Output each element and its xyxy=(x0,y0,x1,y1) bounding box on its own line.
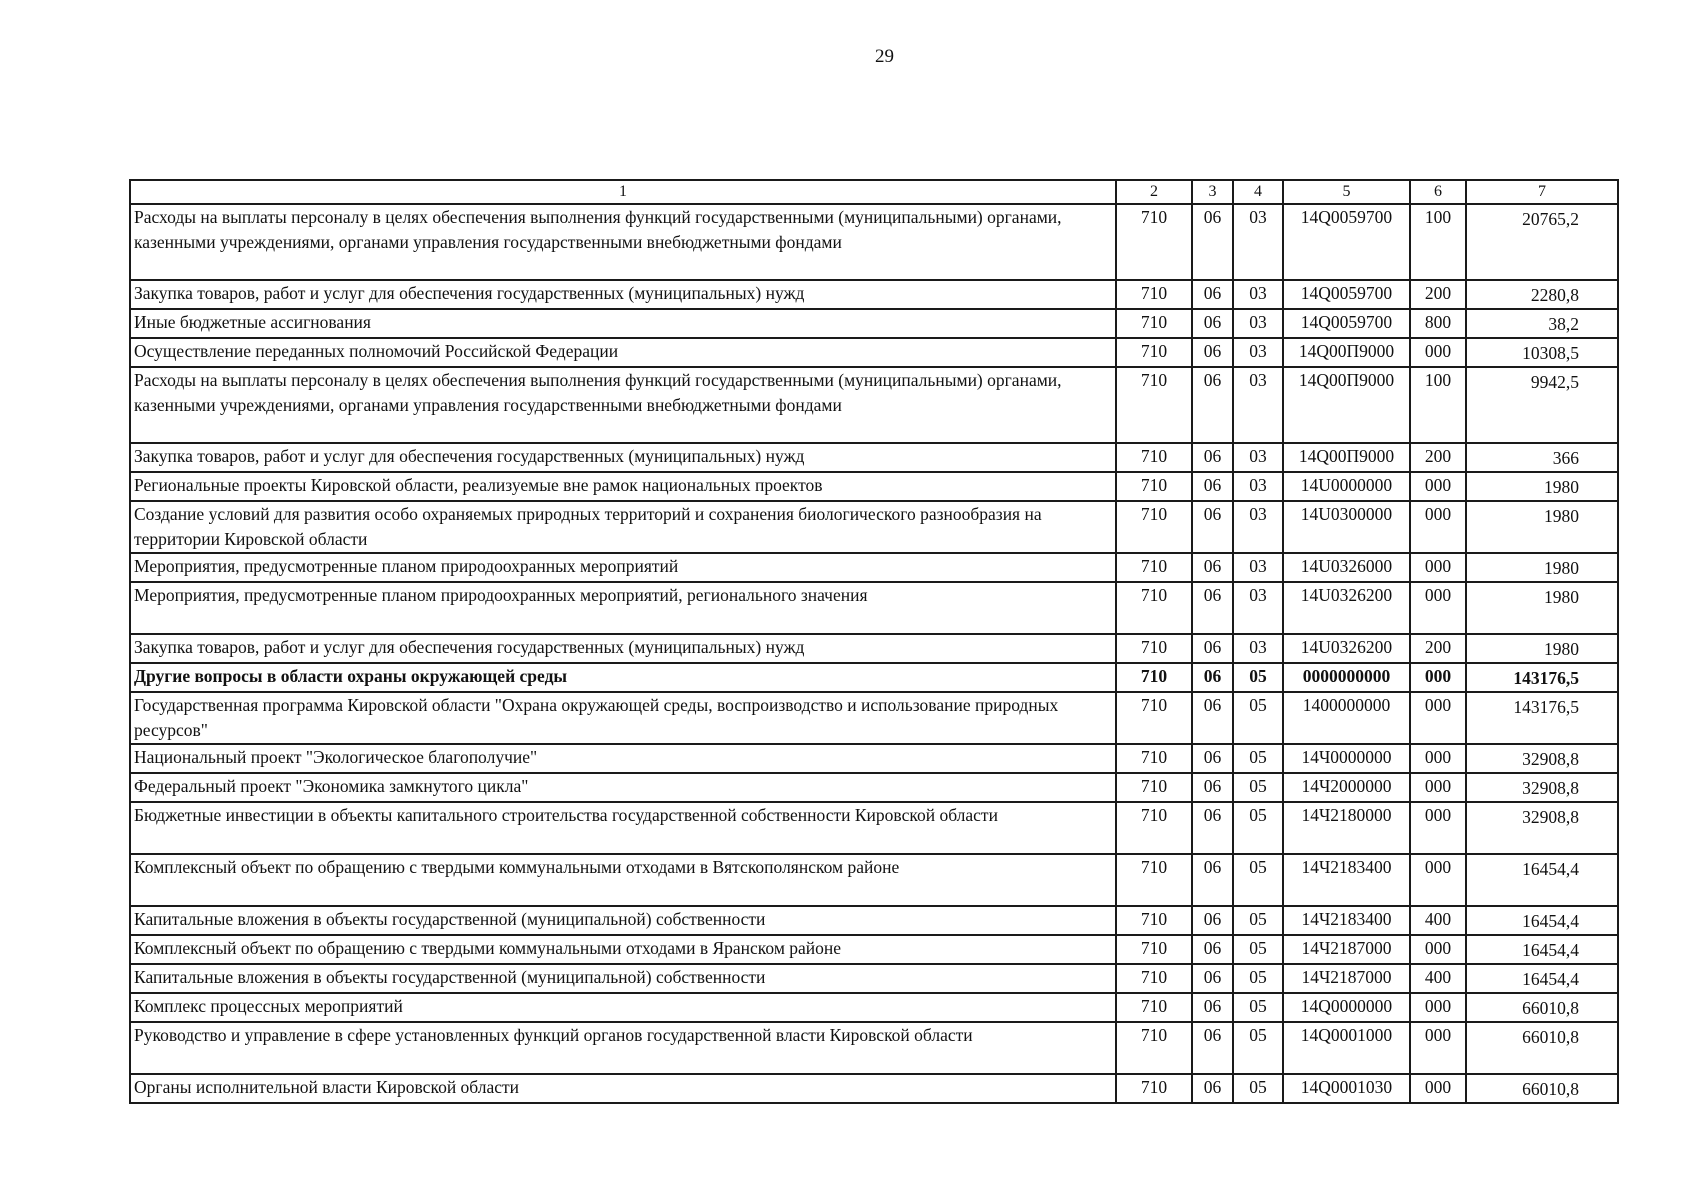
row-expense-type-cell: 100 xyxy=(1410,204,1466,280)
row-name-cell: Другие вопросы в области охраны окружающей среды xyxy=(130,663,1116,692)
row-target-item-cell: 1400000000 xyxy=(1283,692,1410,744)
row-amount-cell: 2280,8 xyxy=(1466,280,1618,309)
row-amount-cell: 366 xyxy=(1466,443,1618,472)
row-amount-cell: 9942,5 xyxy=(1466,367,1618,443)
row-subsection-cell: 05 xyxy=(1233,1074,1283,1103)
row-target-item-cell: 14Ч2183400 xyxy=(1283,906,1410,935)
row-target-item-cell: 14Q00П9000 xyxy=(1283,443,1410,472)
table-row xyxy=(130,280,1618,309)
row-amount-cell: 143176,5 xyxy=(1466,663,1618,692)
row-code-cell: 710 xyxy=(1116,935,1192,964)
row-target-item-cell: 14Ч2187000 xyxy=(1283,935,1410,964)
row-expense-type-cell: 000 xyxy=(1410,1022,1466,1074)
row-section-cell: 06 xyxy=(1192,993,1233,1022)
table-row xyxy=(130,692,1618,744)
row-expense-type-cell: 000 xyxy=(1410,472,1466,501)
row-expense-type-cell: 100 xyxy=(1410,367,1466,443)
table-row xyxy=(130,1022,1618,1074)
row-amount-cell: 16454,4 xyxy=(1466,854,1618,906)
row-code-cell: 710 xyxy=(1116,204,1192,280)
table-row xyxy=(130,773,1618,802)
row-section-cell: 06 xyxy=(1192,692,1233,744)
row-section-cell: 06 xyxy=(1192,338,1233,367)
row-target-item-cell: 14Q00П9000 xyxy=(1283,338,1410,367)
row-subsection-cell: 03 xyxy=(1233,634,1283,663)
row-subsection-cell: 03 xyxy=(1233,309,1283,338)
row-target-item-cell: 14U0326200 xyxy=(1283,582,1410,634)
table-row xyxy=(130,935,1618,964)
row-subsection-cell: 05 xyxy=(1233,692,1283,744)
row-expense-type-cell: 000 xyxy=(1410,993,1466,1022)
row-subsection-cell: 03 xyxy=(1233,338,1283,367)
row-target-item-cell: 14Q0059700 xyxy=(1283,204,1410,280)
row-amount-cell: 16454,4 xyxy=(1466,935,1618,964)
table-row xyxy=(130,472,1618,501)
row-name-cell: Руководство и управление в сфере установленных функций органов государственной власти Кировской области xyxy=(130,1022,1116,1074)
row-section-cell: 06 xyxy=(1192,443,1233,472)
row-name-cell: Расходы на выплаты персоналу в целях обеспечения выполнения функций государственными (муниципальными) органами, казенными учреждениями, органами управления государственными внебюджетными фондами xyxy=(130,367,1116,443)
row-subsection-cell: 05 xyxy=(1233,1022,1283,1074)
row-subsection-cell: 03 xyxy=(1233,443,1283,472)
row-section-cell: 06 xyxy=(1192,204,1233,280)
table-row xyxy=(130,204,1618,280)
row-expense-type-cell: 000 xyxy=(1410,663,1466,692)
page-number: 29 xyxy=(875,46,894,67)
row-section-cell: 06 xyxy=(1192,802,1233,854)
row-target-item-cell: 14Q00П9000 xyxy=(1283,367,1410,443)
row-subsection-cell: 05 xyxy=(1233,906,1283,935)
row-expense-type-cell: 000 xyxy=(1410,773,1466,802)
row-expense-type-cell: 200 xyxy=(1410,443,1466,472)
row-amount-cell: 1980 xyxy=(1466,553,1618,582)
row-target-item-cell: 14Q0059700 xyxy=(1283,309,1410,338)
row-subsection-cell: 05 xyxy=(1233,773,1283,802)
row-section-cell: 06 xyxy=(1192,773,1233,802)
row-code-cell: 710 xyxy=(1116,501,1192,553)
row-name-cell: Создание условий для развития особо охраняемых природных территорий и сохранения биологического разнообразия на территории Кировской области xyxy=(130,501,1116,553)
row-target-item-cell: 14U0326200 xyxy=(1283,634,1410,663)
table-row xyxy=(130,854,1618,906)
row-code-cell: 710 xyxy=(1116,309,1192,338)
row-target-item-cell: 14U0326000 xyxy=(1283,553,1410,582)
row-code-cell: 710 xyxy=(1116,744,1192,773)
row-section-cell: 06 xyxy=(1192,906,1233,935)
row-expense-type-cell: 400 xyxy=(1410,906,1466,935)
row-code-cell: 710 xyxy=(1116,854,1192,906)
header-cell-6: 6 xyxy=(1410,180,1466,204)
row-section-cell: 06 xyxy=(1192,553,1233,582)
row-expense-type-cell: 000 xyxy=(1410,1074,1466,1103)
row-subsection-cell: 05 xyxy=(1233,744,1283,773)
budget-table xyxy=(129,179,1619,1104)
row-section-cell: 06 xyxy=(1192,935,1233,964)
row-target-item-cell: 14Ч2183400 xyxy=(1283,854,1410,906)
row-name-cell: Комплексный объект по обращению с твердыми коммунальными отходами в Вятскополянском районе xyxy=(130,854,1116,906)
table-row xyxy=(130,964,1618,993)
row-name-cell: Государственная программа Кировской области "Охрана окружающей среды, воспроизводство и использование природных ресурсов" xyxy=(130,692,1116,744)
row-expense-type-cell: 800 xyxy=(1410,309,1466,338)
row-amount-cell: 32908,8 xyxy=(1466,802,1618,854)
row-section-cell: 06 xyxy=(1192,854,1233,906)
row-code-cell: 710 xyxy=(1116,582,1192,634)
row-target-item-cell: 0000000000 xyxy=(1283,663,1410,692)
row-expense-type-cell: 200 xyxy=(1410,634,1466,663)
row-section-cell: 06 xyxy=(1192,280,1233,309)
header-cell-4: 4 xyxy=(1233,180,1283,204)
row-section-cell: 06 xyxy=(1192,663,1233,692)
row-name-cell: Федеральный проект "Экономика замкнутого цикла" xyxy=(130,773,1116,802)
row-section-cell: 06 xyxy=(1192,634,1233,663)
table-row xyxy=(130,744,1618,773)
row-subsection-cell: 05 xyxy=(1233,854,1283,906)
row-name-cell: Иные бюджетные ассигнования xyxy=(130,309,1116,338)
row-section-cell: 06 xyxy=(1192,744,1233,773)
table-row xyxy=(130,1074,1618,1103)
row-expense-type-cell: 000 xyxy=(1410,582,1466,634)
row-expense-type-cell: 000 xyxy=(1410,854,1466,906)
row-expense-type-cell: 000 xyxy=(1410,692,1466,744)
row-code-cell: 710 xyxy=(1116,1074,1192,1103)
table-row xyxy=(130,663,1618,692)
row-subsection-cell: 03 xyxy=(1233,501,1283,553)
row-target-item-cell: 14Q0000000 xyxy=(1283,993,1410,1022)
row-name-cell: Осуществление переданных полномочий Российской Федерации xyxy=(130,338,1116,367)
row-section-cell: 06 xyxy=(1192,1022,1233,1074)
row-code-cell: 710 xyxy=(1116,964,1192,993)
row-amount-cell: 143176,5 xyxy=(1466,692,1618,744)
row-amount-cell: 32908,8 xyxy=(1466,744,1618,773)
table-row xyxy=(130,634,1618,663)
row-amount-cell: 66010,8 xyxy=(1466,993,1618,1022)
row-target-item-cell: 14Q0001000 xyxy=(1283,1022,1410,1074)
table-row xyxy=(130,906,1618,935)
table-row xyxy=(130,582,1618,634)
row-amount-cell: 16454,4 xyxy=(1466,906,1618,935)
row-code-cell: 710 xyxy=(1116,553,1192,582)
row-code-cell: 710 xyxy=(1116,663,1192,692)
row-subsection-cell: 03 xyxy=(1233,553,1283,582)
row-amount-cell: 1980 xyxy=(1466,501,1618,553)
row-code-cell: 710 xyxy=(1116,906,1192,935)
header-row xyxy=(130,180,1618,204)
row-name-cell: Бюджетные инвестиции в объекты капитального строительства государственной собственности Кировской области xyxy=(130,802,1116,854)
row-section-cell: 06 xyxy=(1192,582,1233,634)
row-expense-type-cell: 000 xyxy=(1410,935,1466,964)
row-subsection-cell: 05 xyxy=(1233,993,1283,1022)
row-name-cell: Региональные проекты Кировской области, реализуемые вне рамок национальных проектов xyxy=(130,472,1116,501)
row-subsection-cell: 03 xyxy=(1233,367,1283,443)
row-subsection-cell: 05 xyxy=(1233,935,1283,964)
row-target-item-cell: 14Ч2187000 xyxy=(1283,964,1410,993)
row-code-cell: 710 xyxy=(1116,338,1192,367)
row-name-cell: Комплексный объект по обращению с твердыми коммунальными отходами в Яранском районе xyxy=(130,935,1116,964)
table-row xyxy=(130,443,1618,472)
row-section-cell: 06 xyxy=(1192,309,1233,338)
row-amount-cell: 38,2 xyxy=(1466,309,1618,338)
row-amount-cell: 66010,8 xyxy=(1466,1074,1618,1103)
row-name-cell: Капитальные вложения в объекты государственной (муниципальной) собственности xyxy=(130,906,1116,935)
row-expense-type-cell: 400 xyxy=(1410,964,1466,993)
header-cell-5: 5 xyxy=(1283,180,1410,204)
row-amount-cell: 32908,8 xyxy=(1466,773,1618,802)
row-target-item-cell: 14U0000000 xyxy=(1283,472,1410,501)
row-name-cell: Мероприятия, предусмотренные планом природоохранных мероприятий xyxy=(130,553,1116,582)
row-name-cell: Комплекс процессных мероприятий xyxy=(130,993,1116,1022)
row-code-cell: 710 xyxy=(1116,634,1192,663)
row-amount-cell: 10308,5 xyxy=(1466,338,1618,367)
row-amount-cell: 16454,4 xyxy=(1466,964,1618,993)
row-subsection-cell: 05 xyxy=(1233,802,1283,854)
row-expense-type-cell: 000 xyxy=(1410,553,1466,582)
row-amount-cell: 1980 xyxy=(1466,472,1618,501)
row-code-cell: 710 xyxy=(1116,367,1192,443)
row-target-item-cell: 14Ч0000000 xyxy=(1283,744,1410,773)
row-subsection-cell: 03 xyxy=(1233,204,1283,280)
row-section-cell: 06 xyxy=(1192,472,1233,501)
row-expense-type-cell: 000 xyxy=(1410,501,1466,553)
row-section-cell: 06 xyxy=(1192,367,1233,443)
row-name-cell: Органы исполнительной власти Кировской области xyxy=(130,1074,1116,1103)
row-expense-type-cell: 000 xyxy=(1410,802,1466,854)
row-subsection-cell: 03 xyxy=(1233,472,1283,501)
row-amount-cell: 66010,8 xyxy=(1466,1022,1618,1074)
row-code-cell: 710 xyxy=(1116,1022,1192,1074)
row-target-item-cell: 14Ч2180000 xyxy=(1283,802,1410,854)
row-target-item-cell: 14Ч2000000 xyxy=(1283,773,1410,802)
row-code-cell: 710 xyxy=(1116,692,1192,744)
header-cell-7: 7 xyxy=(1466,180,1618,204)
row-name-cell: Капитальные вложения в объекты государственной (муниципальной) собственности xyxy=(130,964,1116,993)
table-row xyxy=(130,993,1618,1022)
table-row xyxy=(130,501,1618,553)
header-cell-1: 1 xyxy=(130,180,1116,204)
row-target-item-cell: 14U0300000 xyxy=(1283,501,1410,553)
row-code-cell: 710 xyxy=(1116,773,1192,802)
row-subsection-cell: 03 xyxy=(1233,280,1283,309)
row-section-cell: 06 xyxy=(1192,1074,1233,1103)
row-target-item-cell: 14Q0059700 xyxy=(1283,280,1410,309)
row-amount-cell: 20765,2 xyxy=(1466,204,1618,280)
row-amount-cell: 1980 xyxy=(1466,634,1618,663)
table-row xyxy=(130,338,1618,367)
table-row xyxy=(130,802,1618,854)
row-name-cell: Закупка товаров, работ и услуг для обеспечения государственных (муниципальных) нужд xyxy=(130,443,1116,472)
table-row xyxy=(130,367,1618,443)
row-expense-type-cell: 200 xyxy=(1410,280,1466,309)
row-target-item-cell: 14Q0001030 xyxy=(1283,1074,1410,1103)
header-cell-3: 3 xyxy=(1192,180,1233,204)
row-name-cell: Национальный проект "Экологическое благополучие" xyxy=(130,744,1116,773)
row-code-cell: 710 xyxy=(1116,472,1192,501)
table-row xyxy=(130,309,1618,338)
row-name-cell: Закупка товаров, работ и услуг для обеспечения государственных (муниципальных) нужд xyxy=(130,634,1116,663)
row-subsection-cell: 05 xyxy=(1233,964,1283,993)
row-expense-type-cell: 000 xyxy=(1410,744,1466,773)
row-name-cell: Закупка товаров, работ и услуг для обеспечения государственных (муниципальных) нужд xyxy=(130,280,1116,309)
row-amount-cell: 1980 xyxy=(1466,582,1618,634)
row-code-cell: 710 xyxy=(1116,443,1192,472)
row-code-cell: 710 xyxy=(1116,993,1192,1022)
row-expense-type-cell: 000 xyxy=(1410,338,1466,367)
row-subsection-cell: 05 xyxy=(1233,663,1283,692)
row-section-cell: 06 xyxy=(1192,964,1233,993)
row-name-cell: Расходы на выплаты персоналу в целях обеспечения выполнения функций государственными (муниципальными) органами, казенными учреждениями, органами управления государственными внебюджетными фондами xyxy=(130,204,1116,280)
row-name-cell: Мероприятия, предусмотренные планом природоохранных мероприятий, регионального значения xyxy=(130,582,1116,634)
row-section-cell: 06 xyxy=(1192,501,1233,553)
table-row xyxy=(130,553,1618,582)
row-code-cell: 710 xyxy=(1116,280,1192,309)
row-subsection-cell: 03 xyxy=(1233,582,1283,634)
header-cell-2: 2 xyxy=(1116,180,1192,204)
row-code-cell: 710 xyxy=(1116,802,1192,854)
table-body xyxy=(130,204,1618,1103)
